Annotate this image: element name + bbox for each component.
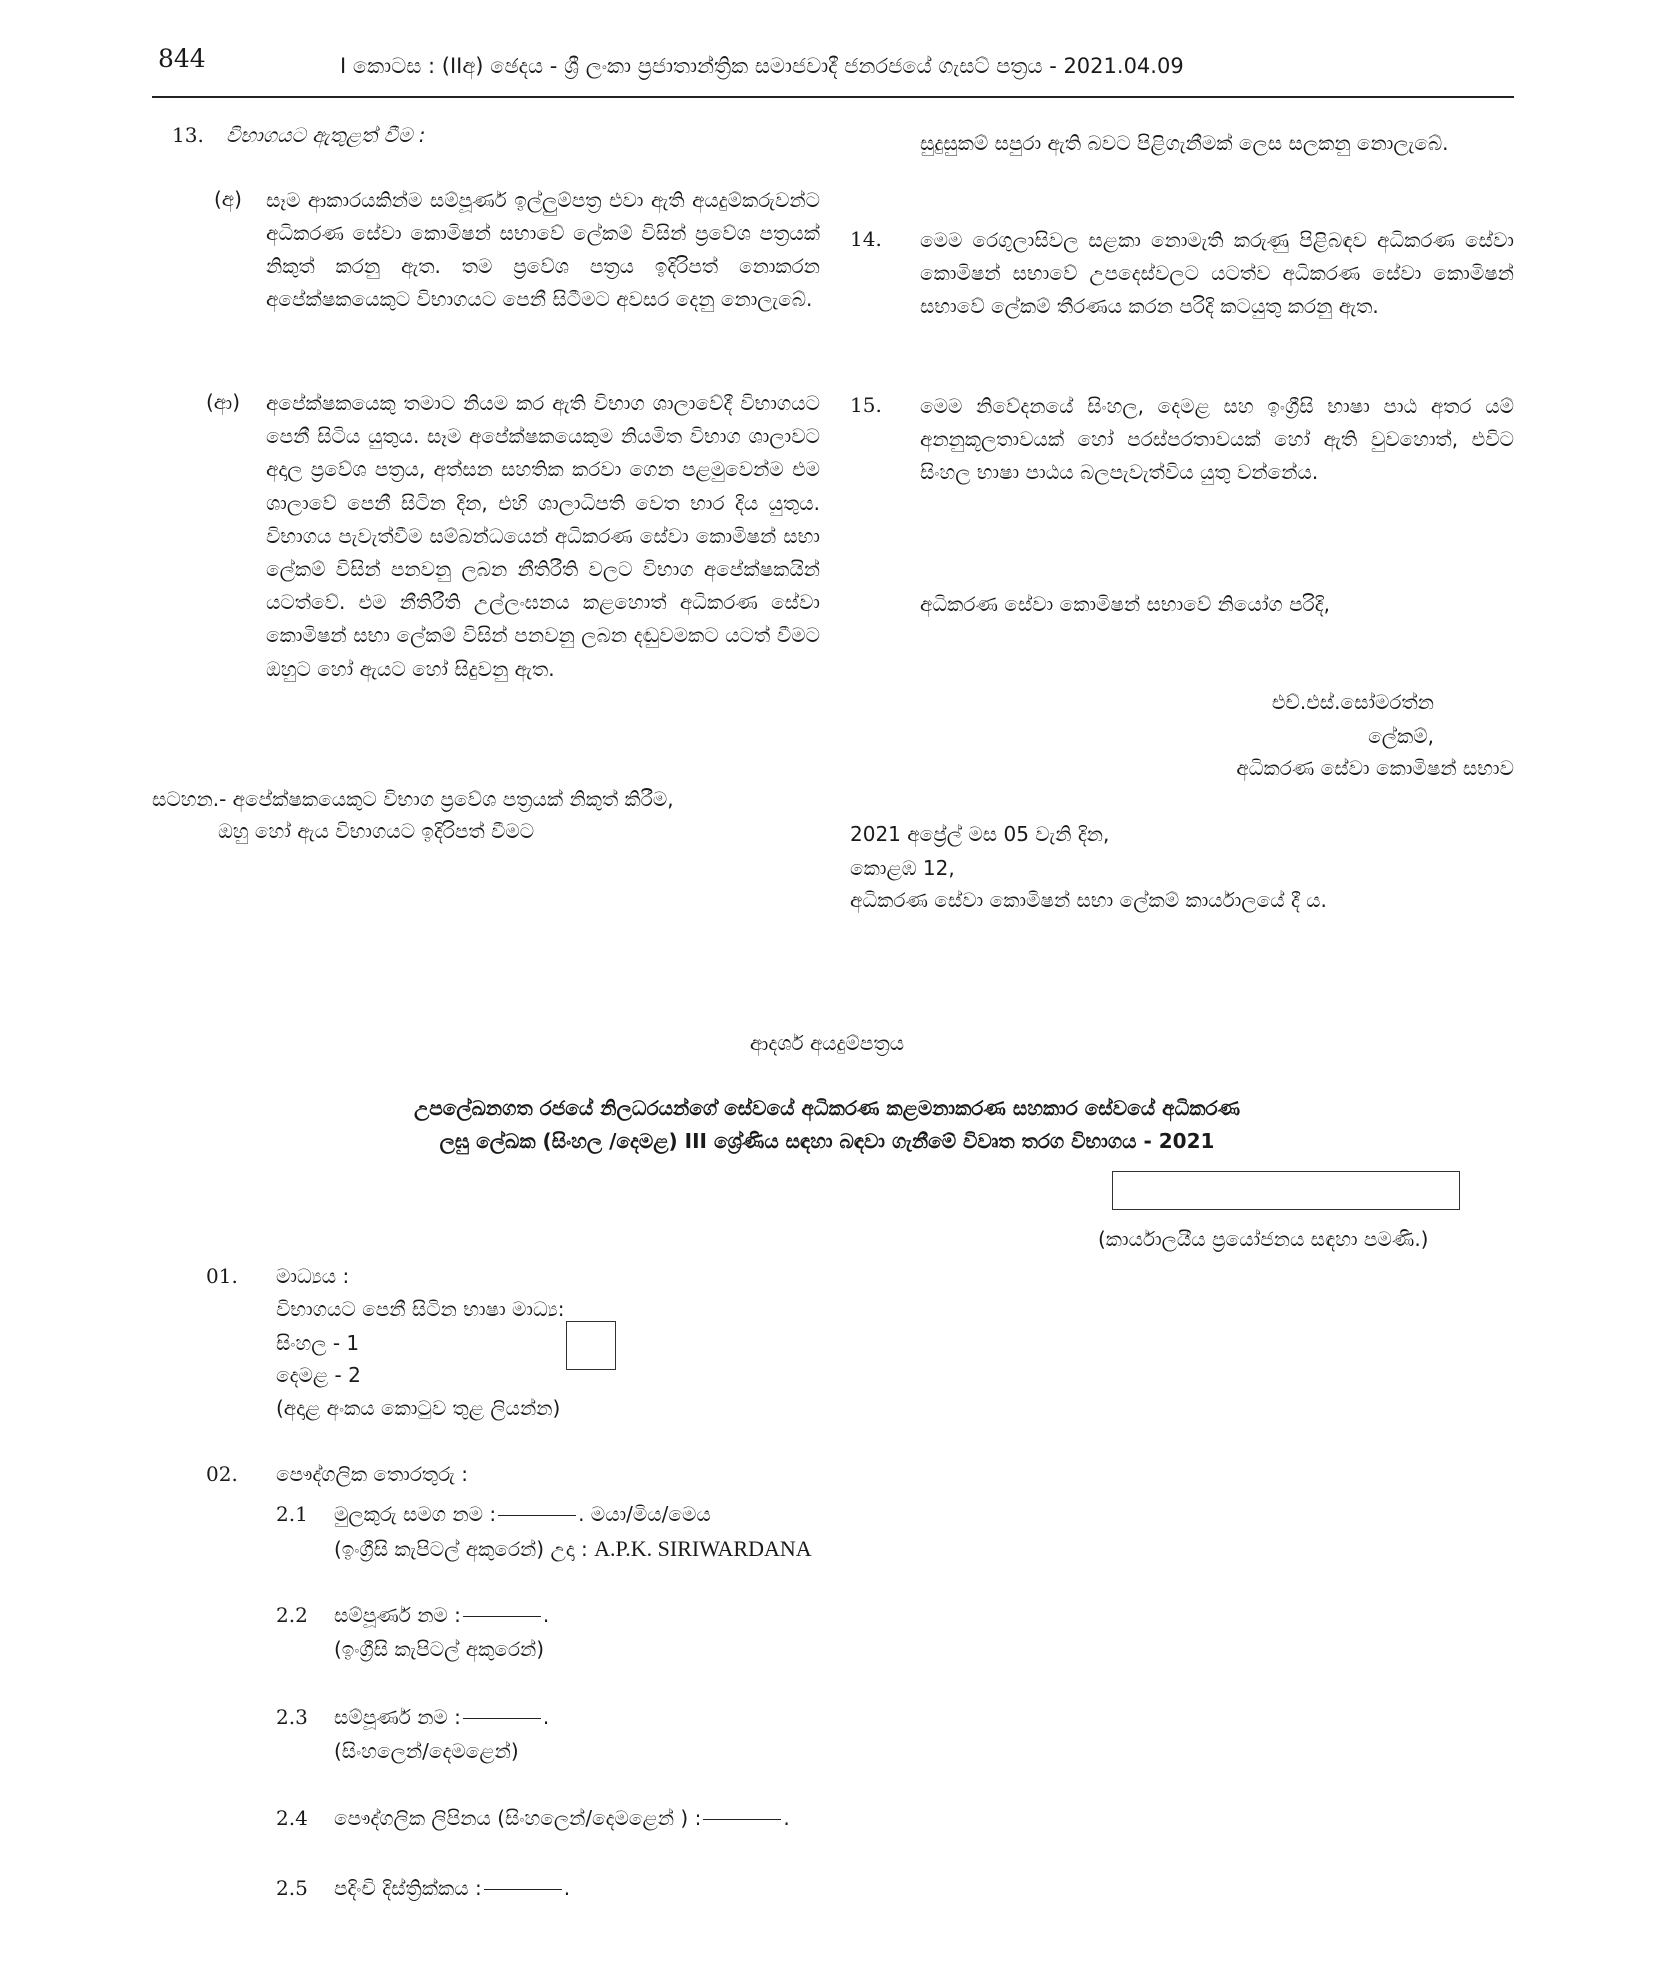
field-2-4-dot: . bbox=[783, 1806, 790, 1830]
item-15-text: මෙම නිවේදනයේ සිංහල, දෙමළ සහ ඉංග්‍රීසි භාෂා පාඨ අතර යම් අනනුකූලතාවයක් හෝ පරස්පරතාවයක් හෝ ඇති වුවහොත්, එවිට සිංහල භාෂා පාඨය බලපැවැත්විය යුතු වන්නේය. bbox=[920, 394, 1514, 484]
field-2-4-label: පෞද්ගලික ලිපිනය (සිංහලෙන්/දෙමළෙන් ) : bbox=[334, 1806, 702, 1830]
field-2-2-dot: . bbox=[542, 1603, 550, 1627]
office-use-note: (කාර්යාලයීය ප්‍රයෝජනය සඳහා පමණි.) bbox=[1098, 1227, 1429, 1251]
field-2-3-hint: (සිංහලෙන්/දෙමළෙන්) bbox=[334, 1739, 519, 1763]
signatory-name: එච්.එස්.සෝමරත්න bbox=[1271, 690, 1434, 714]
item-14-number: 14. bbox=[850, 227, 882, 251]
item-14-text: මෙම රෙගුලාසිවල සළකා නොමැති කරුණු පිළිබඳව අධිකරණ සේවා කොමිෂන් සභාවේ උපදෙස්වලට යටත්ව අධිකරණ සේවා කොමිෂන් සභාවේ ලේකම් තීරණය කරන පරිදි කටයුතු කරනු ඇත. bbox=[920, 228, 1514, 318]
form-heading: ආදර්ශ අයදුම්පත්‍රය bbox=[749, 1031, 905, 1055]
field-2-1-label: මුලකුරු සමග නම : bbox=[334, 1502, 497, 1526]
medium-question: විභාගයට පෙනී සිටින භාෂා මාධ්‍ය: bbox=[276, 1297, 565, 1321]
subitem-a-text: සෑම ආකාරයකින්ම සම්පූර්ණ ඉල්ලුම්පත්‍ර එවා ඇති අයදුම්කරුවන්ට අධිකරණ සේවා කොමිෂන් සභාවේ ලේකම් විසින් ප්‍රවේශ පත්‍රයක් නිකුත් කරනු ඇත. තම ප්‍රවේශ පත්‍රය ඉදිරිපත් නොකරන අපේක්ෂකයෙකුට විභාගයට පෙනී සිටීමට අවසර දෙනු නොලැබේ. bbox=[266, 188, 820, 311]
field-2-2-hint: (ඉංග්‍රීසි කැපිටල් අකුරෙන්) bbox=[334, 1637, 545, 1661]
page-number: 844 bbox=[158, 44, 206, 73]
note-line-1: සටහන.- අපේක්ෂකයෙකුට විභාග ප්‍රවේශ පත්‍රයක් නිකුත් කිරීම, bbox=[152, 787, 674, 811]
medium-option-sinhala: සිංහල - 1 bbox=[276, 1331, 360, 1355]
field-2-5-row bbox=[334, 1876, 570, 1900]
section-02-number: 02. bbox=[206, 1462, 238, 1486]
gazette-header-title: I කොටස : (IIඅ) ඡෙදය - ශ්‍රී ලංකා ප්‍රජාතාන්ත්‍රික සමාජවාදී ජනරජයේ ගැසට් පත්‍රය - 2021.04.09 bbox=[340, 54, 1184, 78]
field-2-2-number: 2.2 bbox=[276, 1603, 308, 1627]
field-2-2-row bbox=[334, 1603, 549, 1627]
field-2-4-row bbox=[334, 1806, 790, 1830]
field-2-1-blank[interactable] bbox=[498, 1515, 576, 1516]
signatory-title: ලේකම්, bbox=[1368, 724, 1434, 748]
place-line: කොළඹ 12, bbox=[850, 856, 955, 880]
section-01-number: 01. bbox=[206, 1264, 238, 1288]
field-2-4-number: 2.4 bbox=[276, 1806, 308, 1830]
field-2-5-dot: . bbox=[563, 1876, 571, 1900]
office-use-box[interactable] bbox=[1112, 1171, 1460, 1210]
field-2-2-blank[interactable] bbox=[463, 1616, 541, 1617]
field-2-3-blank[interactable] bbox=[463, 1718, 541, 1719]
field-2-1-hint: (ඉංග්‍රීසි කැපිටල් අකුරෙන්) උදා : bbox=[334, 1537, 595, 1561]
office-line: අධිකරණ සේවා කොමිෂන් සභා ලේකම් කාර්යාලයේ දී ය. bbox=[850, 888, 1327, 912]
order-line: අධිකරණ සේවා කොමිෂන් සභාවේ නියෝග පරිදි, bbox=[920, 592, 1330, 616]
field-2-2-label: සම්පූර්ණ නම : bbox=[334, 1603, 461, 1627]
section-01-title: මාධ්‍යය : bbox=[276, 1264, 350, 1288]
item-13-title: විභාගයට ඇතුළත් වීම : bbox=[226, 123, 426, 147]
field-2-5-number: 2.5 bbox=[276, 1876, 308, 1900]
medium-option-tamil: දෙමළ - 2 bbox=[276, 1363, 361, 1387]
field-2-4-blank[interactable] bbox=[703, 1819, 781, 1820]
field-2-5-blank[interactable] bbox=[484, 1889, 562, 1890]
field-2-3-label: සම්පූර්ණ නම : bbox=[334, 1705, 461, 1729]
subitem-aa-text: අපේක්ෂකයෙකු තමාට නියම කර ඇති විභාග ශාලාවේදී විභාගයට පෙනී සිටිය යුතුය. සෑම අපේක්ෂකයෙකුම නියමිත විභාග ශාලාවට අදාල ප්‍රවේශ පත්‍රය, අත්සන සහතික කරවා ගෙන පළමුවෙන්ම එම ශාලාවේ පෙනී සිටින දින, එහි ශාලාධිපති වෙත භාර දිය යුතුය. විභාගය පැවැත්වීම සම්බන්ධයෙන් අධිකරණ සේවා කොමිෂන් සභා ලේකම් විසින් පනවනු ලබන නීතිරීති වලට විභාග අපේක්ෂකයින් යටත්වේ. එම නීතිරීති උල්ලංඝනය කළහොත් අධිකරණ සේවා කොමිෂන් සභා ලේකම් විසින් පනවනු ලබන දඬුවමකට යටත් වීමට ඔහුට හෝ ඇයට හෝ සිදුවනු ඇත. bbox=[266, 391, 820, 681]
field-2-1-title-options: . මයා/මිය/මෙය bbox=[578, 1502, 711, 1526]
subitem-a-label: (අ) bbox=[214, 187, 242, 211]
subitem-aa-label: (ආ) bbox=[206, 390, 241, 414]
field-2-1-row bbox=[334, 1502, 711, 1526]
date-line: 2021 අප්‍රේල් මස 05 වැනි දින, bbox=[850, 822, 1110, 846]
field-2-1-number: 2.1 bbox=[276, 1502, 308, 1526]
field-2-5-label: පදිංචි දිස්ත්‍රික්කය : bbox=[334, 1876, 482, 1900]
form-title-line-2: ලඝු ලේඛක (සිංහල /දෙමළ) III ශ්‍රේණිය සඳහා බඳවා ගැනීමේ විවෘත තරග විභාගය - 2021 bbox=[439, 1129, 1215, 1153]
note-line-2: ඔහු හෝ ඇය විභාගයට ඉදිරිපත් වීමට bbox=[218, 819, 535, 843]
item-15-number: 15. bbox=[850, 393, 882, 417]
field-2-3-row bbox=[334, 1705, 549, 1729]
section-02-title: පෞද්ගලික තොරතුරු : bbox=[276, 1462, 468, 1486]
form-title-line-1: උපලේඛනගත රජයේ නිලධරයන්ගේ සේවයේ අධිකරණ කළමනාකරණ සහකාර සේවයේ අධිකරණ bbox=[413, 1096, 1241, 1120]
header-divider bbox=[152, 96, 1514, 98]
field-2-1-sub bbox=[334, 1536, 812, 1562]
continuation-text: සුදුසුකම් සපුරා ඇති බවට පිළිගැනීමක් ලෙස සලකනු නොලැබේ. bbox=[920, 131, 1449, 155]
medium-answer-box[interactable] bbox=[566, 1321, 616, 1370]
signatory-org: අධිකරණ සේවා කොමිෂන් සභාව bbox=[1236, 756, 1514, 780]
field-2-3-number: 2.3 bbox=[276, 1705, 308, 1729]
field-2-1-example: A.P.K. SIRIWARDANA bbox=[594, 1536, 812, 1561]
medium-instruction: (අදාළ අංකය කොටුව තුළ ලියන්න) bbox=[276, 1396, 561, 1420]
item-13-number: 13. bbox=[172, 123, 204, 147]
field-2-3-dot: . bbox=[542, 1705, 550, 1729]
